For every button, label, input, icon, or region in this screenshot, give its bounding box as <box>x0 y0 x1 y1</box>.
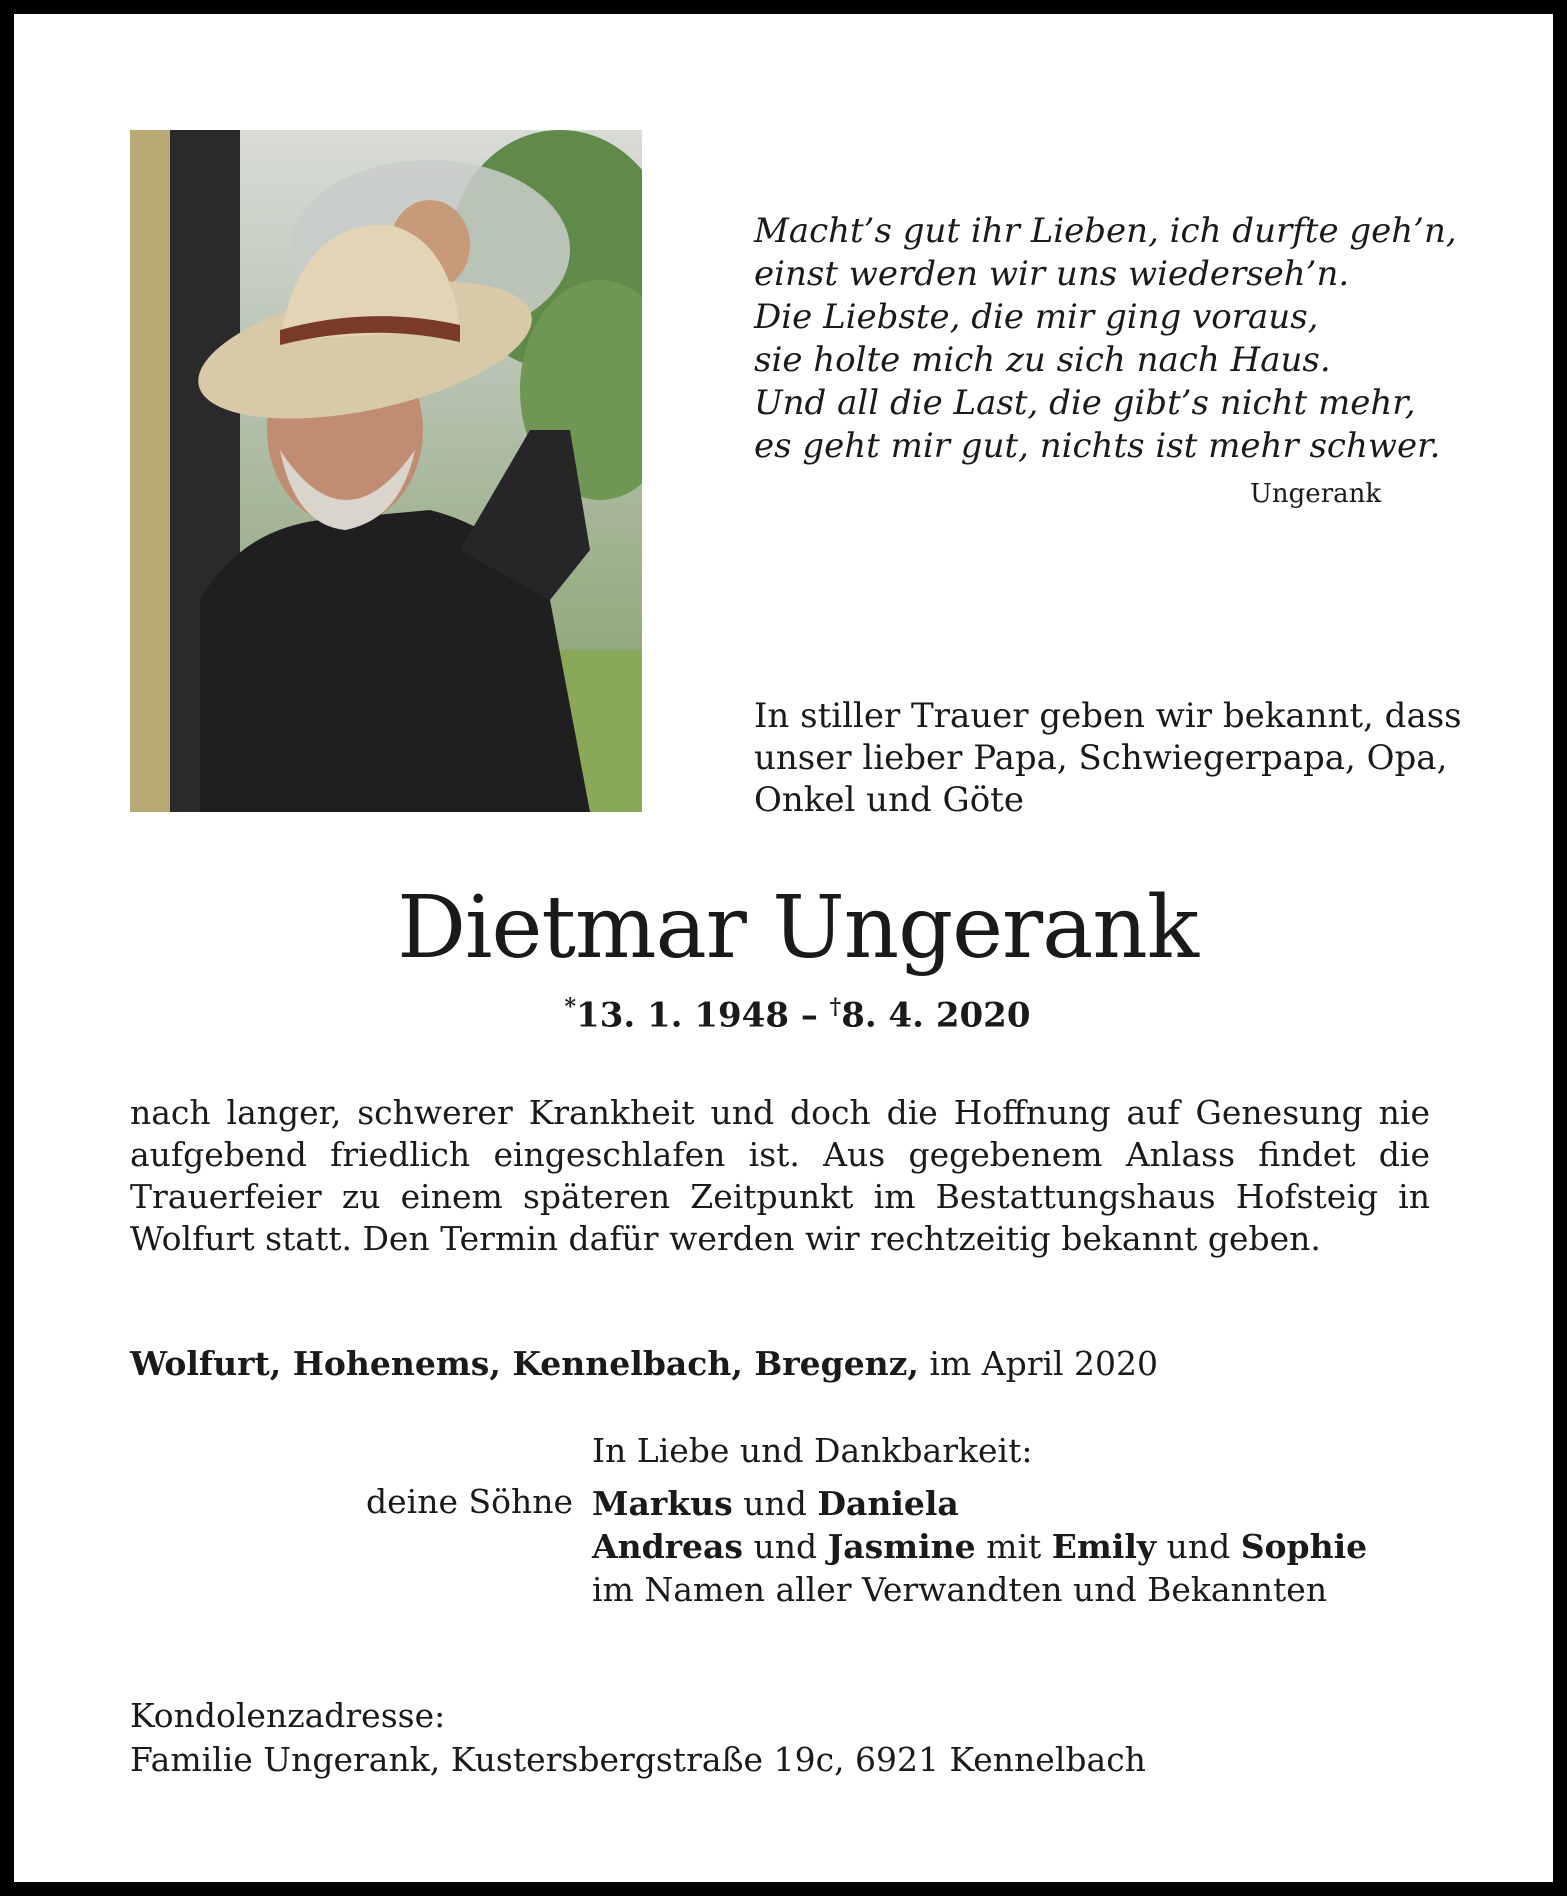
address-value: Familie Ungerank, Kustersbergstraße 19c, 6921 Kennelbach <box>130 1740 1146 1779</box>
places: Wolfurt, Hohenems, Kennelbach, Bregenz, <box>130 1344 919 1383</box>
poem-line: sie holte mich zu sich nach Haus. <box>754 340 1331 380</box>
body-line: nach langer, schwerer Krankheit und doch die Hoffnung auf Genesung nie <box>130 1093 1430 1132</box>
mourner-name: Daniela <box>817 1484 959 1523</box>
signatures <box>592 1482 1367 1611</box>
death-date: 8. 4. 2020 <box>841 995 1031 1036</box>
poem-line: Die Liebste, die mir ging voraus, <box>754 297 1319 337</box>
signature-line: im Namen aller Verwandten und Bekannten <box>592 1570 1328 1609</box>
portrait-photo <box>130 130 642 812</box>
birth-symbol: * <box>564 994 577 1020</box>
closing-intro: In Liebe und Dankbarkeit: <box>592 1431 1033 1470</box>
intro-line: unser lieber Papa, Schwiegerpapa, Opa, <box>754 738 1448 778</box>
obituary-page <box>14 14 1553 1882</box>
condolence-address <box>130 1694 1146 1782</box>
death-symbol: † <box>829 994 842 1020</box>
poem-author: Ungerank <box>1250 479 1382 509</box>
mourner-name: Jasmine <box>827 1527 976 1566</box>
conjunction: und <box>1156 1527 1241 1566</box>
conjunction: und <box>743 1527 828 1566</box>
poem-line: einst werden wir uns wiederseh’n. <box>754 254 1350 294</box>
signature-line <box>592 1482 1367 1525</box>
body-line: aufgebend friedlich eingeschlafen ist. Aus gegebenem Anlass findet die <box>130 1135 1430 1174</box>
life-dates <box>14 994 1567 1035</box>
poem-line: Und all die Last, die gibt’s nicht mehr, <box>754 383 1416 423</box>
intro-line: Onkel und Göte <box>754 780 1024 820</box>
deceased-name: Dietmar Ungerank <box>397 878 1198 978</box>
mourner-name: Andreas <box>592 1527 744 1566</box>
body-paragraph <box>130 1092 1430 1260</box>
conjunction: mit <box>975 1527 1052 1566</box>
mourner-name: Markus <box>592 1484 733 1523</box>
address-label: Kondolenzadresse: <box>130 1696 446 1735</box>
mourner-name: Sophie <box>1240 1527 1368 1566</box>
body-line: Wolfurt statt. Den Termin dafür werden wir rechtzeitig bekannt geben. <box>130 1219 1321 1258</box>
portrait-illustration <box>130 130 642 812</box>
mourner-name: Emily <box>1051 1527 1157 1566</box>
body-line: Trauerfeier zu einem späteren Zeitpunkt im Bestattungshaus Hofsteig in <box>130 1177 1430 1216</box>
conjunction: und <box>732 1484 818 1523</box>
places-date <box>130 1344 1158 1383</box>
poem-line: es geht mir gut, nichts ist mehr schwer. <box>754 426 1441 466</box>
signature-line <box>592 1525 1367 1568</box>
birth-date: 13. 1. 1948 <box>576 995 789 1036</box>
intro-line: In stiller Trauer geben wir bekannt, dass <box>754 696 1462 736</box>
month-year: im April 2020 <box>918 1344 1159 1383</box>
poem <box>754 210 1457 468</box>
poem-line: Macht’s gut ihr Lieben, ich durfte geh’n, <box>754 211 1457 251</box>
sons-label: deine Söhne <box>366 1482 573 1521</box>
date-separator: – <box>788 995 830 1036</box>
announcement-intro <box>754 695 1474 821</box>
